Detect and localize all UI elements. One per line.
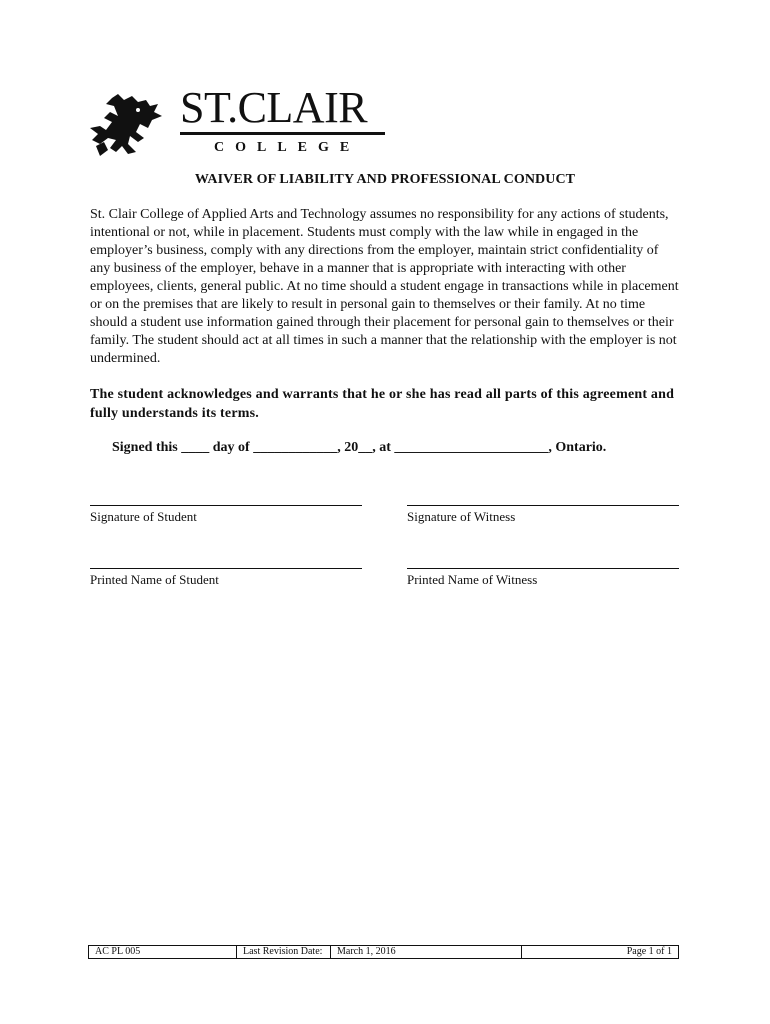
- griffin-crest-icon: [88, 90, 168, 160]
- wordmark-divider: [180, 132, 385, 135]
- document-footer: [88, 945, 679, 959]
- witness-signature-line[interactable]: [407, 505, 679, 506]
- college-wordmark: ST.CLAIR: [180, 83, 368, 132]
- student-signature-label: Signature of Student: [90, 509, 197, 524]
- document-title: WAIVER OF LIABILITY AND PROFESSIONAL CONDUCT: [194, 172, 576, 187]
- witness-name-line[interactable]: [407, 568, 679, 569]
- signed-line: Signed this ____ day of ____________, 20__, at ______________________, Ontario.: [112, 440, 607, 455]
- student-name-label: Printed Name of Student: [90, 572, 219, 587]
- footer-document-code: AC PL 005: [89, 946, 237, 958]
- waiver-body-paragraph: St. Clair College of Applied Arts and Technology assumes no responsibility for any actions of students, intentional or not, while in placement. Students must comply with the law while in engaged in the employer’s business, comply with any directions from the employer, maintain strict confidentiality of any business of the employer, behave in a manner that is appropriate with interacting with other employees, clients, general public. At no time should a student engage in transactions while in placement or on the premises that are likely to result in personal gain to themselves or their family. At no time should a student use information gained through their placement for personal gain to themselves or their family. The student should act at all times in such a manner that the relationship with the employer is not undermined.: [90, 207, 679, 366]
- college-subtitle: COLLEGE: [214, 140, 361, 155]
- acknowledgement-paragraph: The student acknowledges and warrants that he or she has read all parts of this agreement and fully understands its terms.: [90, 387, 675, 421]
- witness-name-label: Printed Name of Witness: [407, 572, 538, 587]
- student-signature-line[interactable]: [90, 505, 362, 506]
- college-logo: [88, 84, 388, 162]
- footer-revision-date: March 1, 2016: [337, 946, 396, 957]
- footer-page-number: Page 1 of 1: [521, 946, 678, 958]
- footer-revision-label: Last Revision Date:: [237, 946, 331, 958]
- student-name-line[interactable]: [90, 568, 362, 569]
- witness-signature-label: Signature of Witness: [407, 509, 516, 524]
